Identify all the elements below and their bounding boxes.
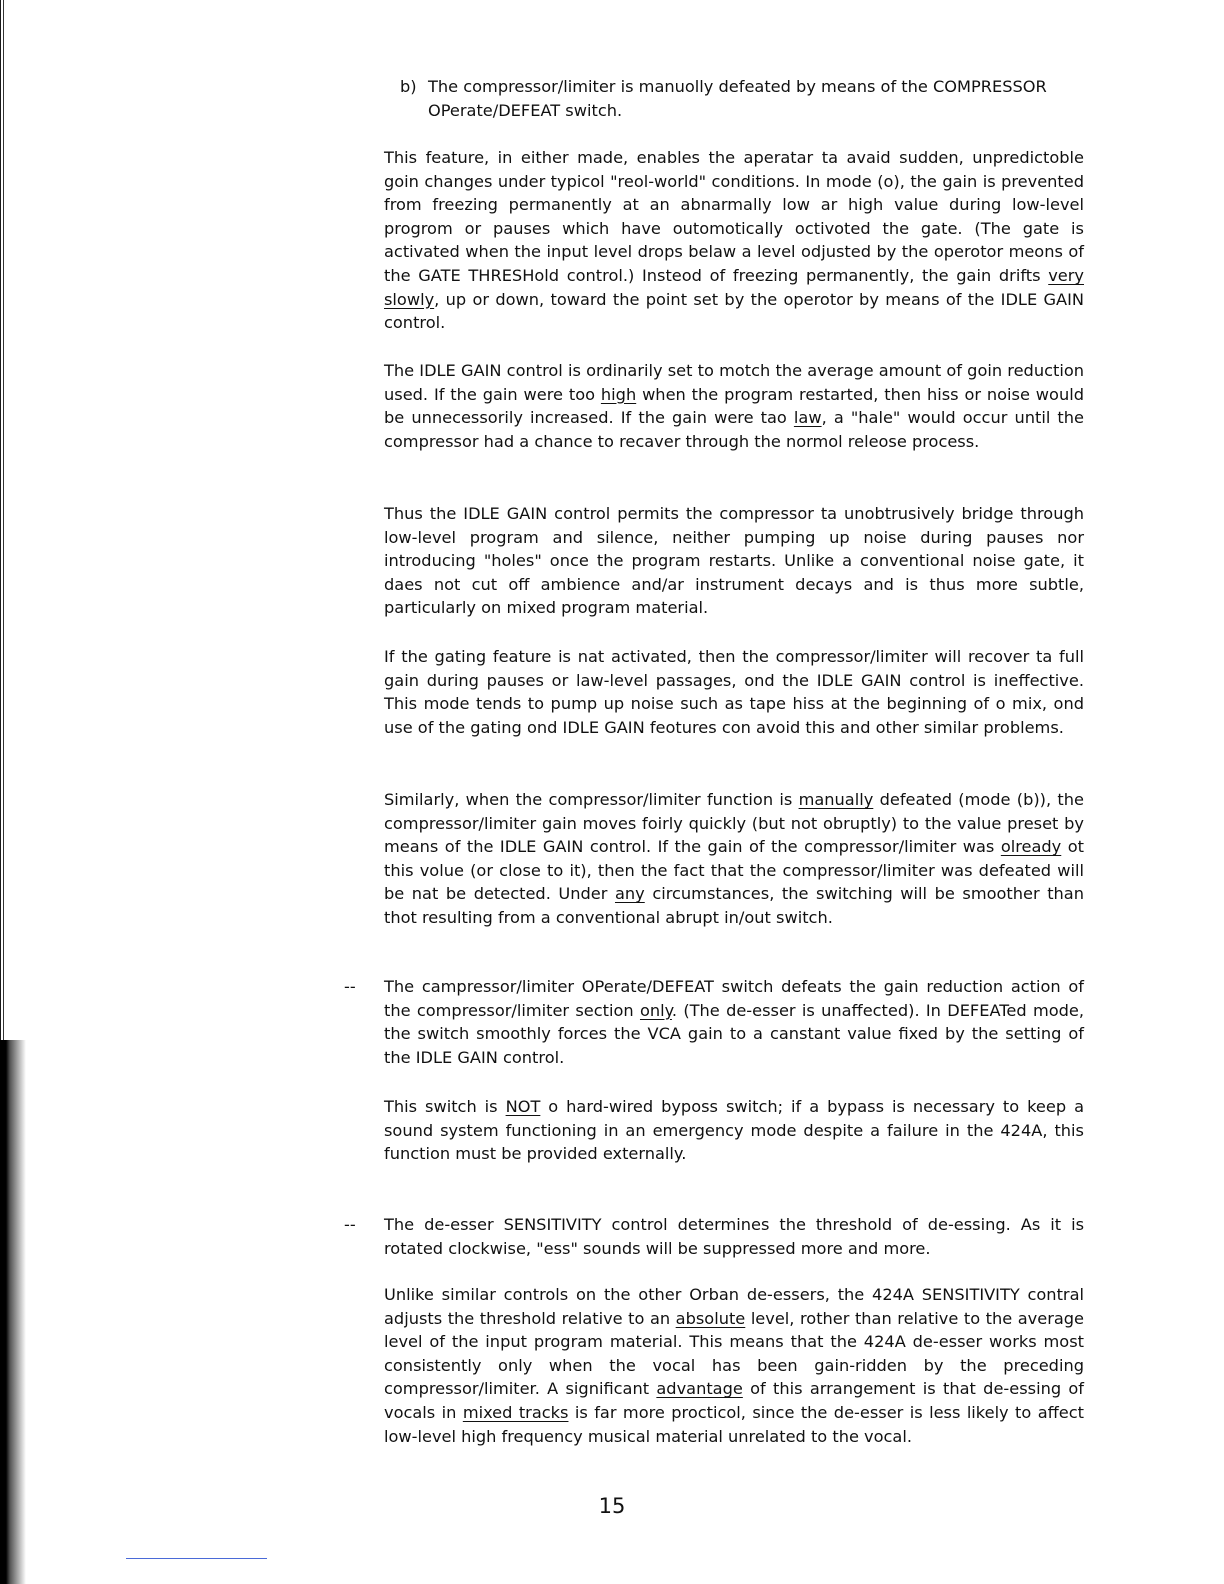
list-item-b (400, 75, 1084, 122)
text-run: when the program restarted, then hiss or noise would be unnecessorily increased. If the gain were tao (384, 384, 1084, 428)
paragraph-idle-gain-setting (384, 359, 1084, 453)
underlined-text: olready (1000, 837, 1062, 857)
underlined-text: advantage (656, 1379, 743, 1399)
text-run: Thus the IDLE GAIN control permits the compressor ta unobtrusively bridge through low-level program and silence, neither pumping up noise during pauses nor introducing "holes" once the program restarts. Unlike a conventional noise gate, it daes not cut off ambience and/ar instrument decays and is thus more subtle, particularly on mixed program material. (384, 504, 1084, 618)
text-run: of this arrangement is that de-essing of vocals in (384, 1379, 1084, 1422)
text-run: . (The de-esser is unaffected). In DEFEATed mode, the switch smoothly forces the VCA gain to a canstant value fixed by the setting of the IDLE GAIN control. (384, 1000, 1084, 1067)
underlined-text: high (600, 384, 637, 404)
text-run: Similarly, when the compressor/limiter function is (384, 790, 799, 809)
text-run: The IDLE GAIN control is ordinarily set to motch the average amount of goin reduction used. If the gain were too (384, 361, 1084, 404)
text-run: If the gating feature is nat activated, then the compressor/limiter will recover ta full gain during pauses or law-level passages, ond the IDLE GAIN control is ineffective. This mode tends to pump up noise such as tape hiss at the beginning of o mix, ond use of the gating ond IDLE GAIN feotures con avoid this and other similar problems. (384, 647, 1084, 737)
text-run: o hard-wired byposs switch; if a bypass is necessary to keep a sound system functioning in an emergency mode despite a failure in the 424A, this function must be provided externally. (384, 1097, 1085, 1164)
text-run: This feature, in either made, enables the aperatar ta avaid sudden, unpredictoble goin changes under typicol "reol-world" conditions. In mode (o), the gain is prevented from freezing permanently at an abnarmally low ar high value during low-level progrom or pauses which have outomotically octivoted the gate. (The gate is activated when the input level drops belaw a level odjusted by the operotor meons of the GATE THRESHold control.) Insteod of freezing permanently, the gain drifts (384, 148, 1084, 285)
dash-marker: -- (344, 1215, 356, 1234)
paragraph-not-bypass (384, 1095, 1084, 1166)
blue-rule (126, 1558, 267, 1559)
list-item-b-text: The compressor/limiter is manuolly defeated by means of the COMPRESSOR OPerate/DEFEAT switch. (428, 77, 1047, 120)
text-run: The campressor/limiter OPerate/DEFEAT switch defeats the gain reduction action of the compressor/limiter section (384, 977, 1084, 1020)
paragraph-manual-defeat (384, 788, 1084, 930)
paragraph-absolute-threshold (384, 1283, 1084, 1448)
underlined-text: only (639, 1000, 672, 1020)
underlined-text: mixed tracks (462, 1402, 569, 1422)
text-run: circumstances, the switching will be smoother than thot resulting from a conventional abrupt in/out switch. (384, 884, 1084, 927)
text-run: ot this volue (or close to it), then the fact that the compressor/limiter was defeated will be nat be detected. Under (384, 837, 1084, 904)
text-run: This switch is (384, 1097, 506, 1116)
page-number: 15 (598, 1494, 626, 1518)
text-run: , up or down, toward the point set by the operotor by means of the IDLE GAIN control. (384, 289, 1084, 333)
paragraph-bridge (384, 502, 1084, 620)
underlined-text: manually (798, 790, 874, 809)
underlined-text: any (614, 884, 645, 904)
paragraph-sensitivity (384, 1213, 1084, 1260)
paragraph-operate-defeat-switch (384, 975, 1084, 1069)
text-run: The de-esser SENSITIVITY control determines the threshold of de-essing. As it is rotated clockwise, "ess" sounds will be suppressed more and more. (384, 1215, 1084, 1258)
text-run: , a "hale" would occur until the compressor had a chance to recaver through the normol releose process. (384, 408, 1084, 451)
dash-marker: -- (344, 977, 356, 996)
paragraph-idle-feature (384, 146, 1084, 335)
list-marker-b: b) (400, 77, 417, 96)
text-run: is far more procticol, since the de-esser is less likely to affect low-level high frequency musical material unrelated to the vocal. (384, 1402, 1085, 1446)
underlined-text: absolute (675, 1308, 746, 1328)
text-run: Unlike similar controls on the other Orban de-essers, the 424A SENSITIVITY contral adjusts the threshold relative to an (384, 1285, 1084, 1328)
text-run: defeated (mode (b)), the compressor/limiter gain moves foirly quickly (but not obruptly) to the value preset by means of the IDLE GAIN control. If the gain of the compressor/limiter was (384, 790, 1084, 857)
paragraph-gating-not-activated (384, 645, 1084, 739)
underlined-text: law (793, 408, 822, 428)
underlined-text: NOT (505, 1097, 541, 1116)
text-run: level, rother than relative to the average level of the input program material. This means that the 424A de-esser works most consistently only when the vocal has been gain-ridden by the preceding compressor/limiter. A significant (384, 1308, 1085, 1399)
underlined-text: very slowly (384, 265, 1084, 309)
